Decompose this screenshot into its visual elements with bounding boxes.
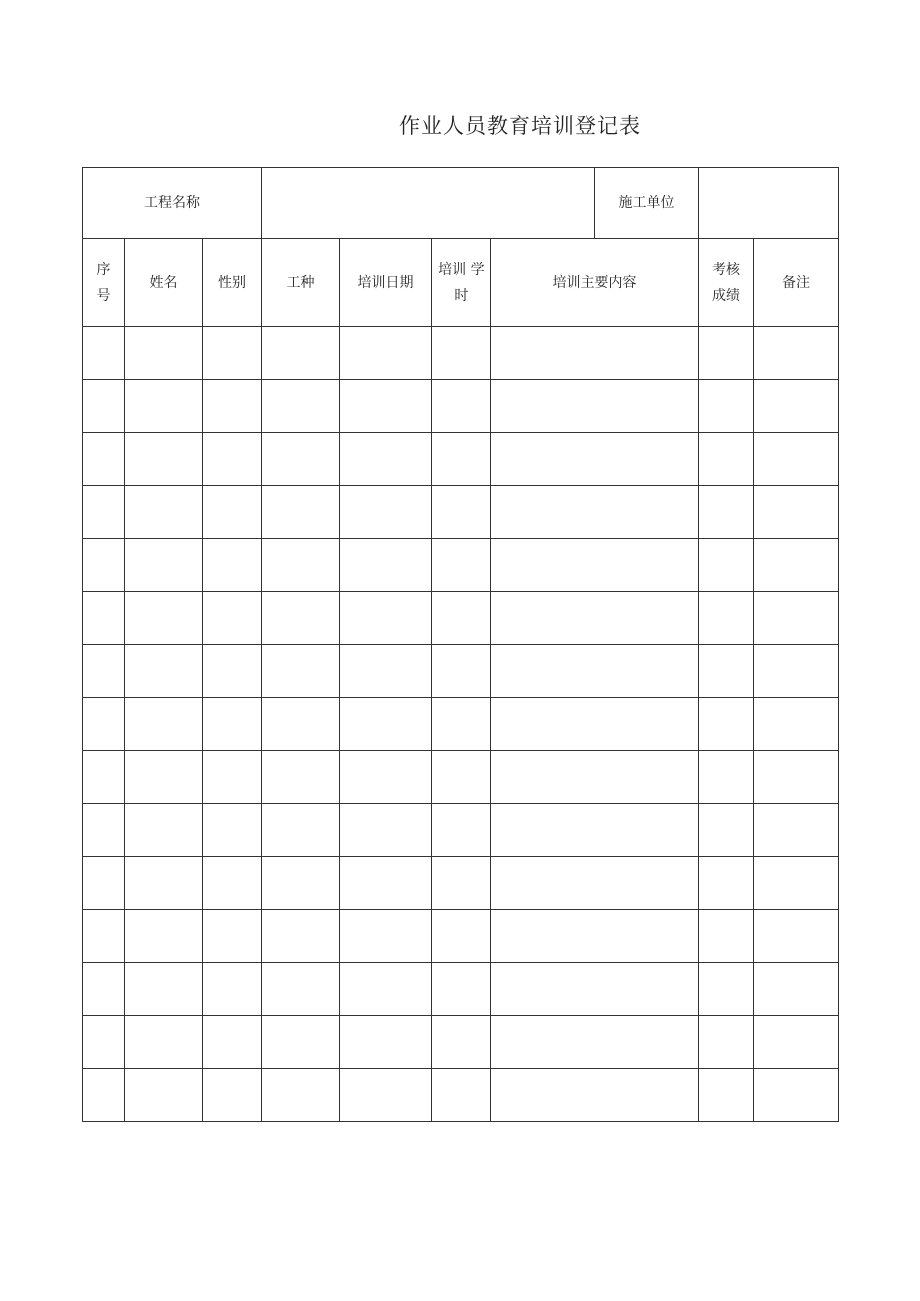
cell-remarks[interactable] — [754, 804, 839, 857]
cell-content[interactable] — [491, 1069, 699, 1122]
cell-score[interactable] — [699, 645, 754, 698]
cell-training-date[interactable] — [340, 963, 432, 1016]
project-info-row — [83, 168, 839, 239]
cell-training-date[interactable] — [340, 592, 432, 645]
cell-training-date[interactable] — [340, 327, 432, 380]
cell-seq[interactable] — [83, 1069, 125, 1122]
cell-training-date[interactable] — [340, 857, 432, 910]
cell-name[interactable] — [125, 380, 203, 433]
cell-trade[interactable] — [262, 645, 340, 698]
cell-hours[interactable] — [432, 1069, 491, 1122]
cell-trade[interactable] — [262, 910, 340, 963]
cell-name[interactable] — [125, 910, 203, 963]
cell-hours[interactable] — [432, 592, 491, 645]
cell-training-date[interactable] — [340, 645, 432, 698]
cell-gender[interactable] — [203, 804, 262, 857]
cell-remarks[interactable] — [754, 486, 839, 539]
cell-trade[interactable] — [262, 327, 340, 380]
cell-seq[interactable] — [83, 539, 125, 592]
cell-training-date[interactable] — [340, 539, 432, 592]
cell-score[interactable] — [699, 698, 754, 751]
cell-hours[interactable] — [432, 327, 491, 380]
construction-unit-label: 施工单位 — [595, 168, 699, 239]
header-trade: 工种 — [262, 239, 340, 327]
cell-gender[interactable] — [203, 645, 262, 698]
cell-hours[interactable] — [432, 857, 491, 910]
cell-gender[interactable] — [203, 963, 262, 1016]
cell-name[interactable] — [125, 963, 203, 1016]
cell-gender[interactable] — [203, 380, 262, 433]
cell-gender[interactable] — [203, 910, 262, 963]
header-training-date: 培训日期 — [340, 239, 432, 327]
cell-training-date[interactable] — [340, 751, 432, 804]
table-row — [83, 380, 839, 433]
cell-training-date[interactable] — [340, 486, 432, 539]
cell-content[interactable] — [491, 539, 699, 592]
project-name-field[interactable] — [262, 168, 595, 239]
cell-content[interactable] — [491, 698, 699, 751]
cell-name[interactable] — [125, 486, 203, 539]
cell-score[interactable] — [699, 857, 754, 910]
cell-name[interactable] — [125, 645, 203, 698]
cell-training-date[interactable] — [340, 433, 432, 486]
header-remarks: 备注 — [754, 239, 839, 327]
cell-training-date[interactable] — [340, 1069, 432, 1122]
cell-name[interactable] — [125, 751, 203, 804]
cell-hours[interactable] — [432, 380, 491, 433]
cell-score[interactable] — [699, 539, 754, 592]
cell-remarks[interactable] — [754, 1016, 839, 1069]
table-row — [83, 327, 839, 380]
cell-score[interactable] — [699, 486, 754, 539]
cell-seq[interactable] — [83, 857, 125, 910]
table-row — [83, 857, 839, 910]
table-row — [83, 486, 839, 539]
cell-remarks[interactable] — [754, 645, 839, 698]
table-row — [83, 751, 839, 804]
cell-gender[interactable] — [203, 592, 262, 645]
table-row — [83, 1069, 839, 1122]
cell-score[interactable] — [699, 963, 754, 1016]
cell-trade[interactable] — [262, 1069, 340, 1122]
cell-gender[interactable] — [203, 486, 262, 539]
cell-remarks[interactable] — [754, 857, 839, 910]
table-row — [83, 433, 839, 486]
cell-gender[interactable] — [203, 857, 262, 910]
cell-gender[interactable] — [203, 539, 262, 592]
table-row — [83, 963, 839, 1016]
cell-remarks[interactable] — [754, 751, 839, 804]
table-row — [83, 645, 839, 698]
page-title: 作业人员教育培训登记表 — [399, 114, 641, 138]
column-header-row — [83, 239, 839, 327]
cell-seq[interactable] — [83, 327, 125, 380]
cell-gender[interactable] — [203, 751, 262, 804]
cell-content[interactable] — [491, 910, 699, 963]
cell-trade[interactable] — [262, 1016, 340, 1069]
cell-hours[interactable] — [432, 910, 491, 963]
cell-hours[interactable] — [432, 751, 491, 804]
cell-seq[interactable] — [83, 751, 125, 804]
cell-score[interactable] — [699, 910, 754, 963]
cell-seq[interactable] — [83, 486, 125, 539]
cell-hours[interactable] — [432, 804, 491, 857]
cell-score[interactable] — [699, 433, 754, 486]
cell-hours[interactable] — [432, 698, 491, 751]
cell-name[interactable] — [125, 698, 203, 751]
cell-trade[interactable] — [262, 380, 340, 433]
cell-trade[interactable] — [262, 804, 340, 857]
cell-remarks[interactable] — [754, 433, 839, 486]
cell-score[interactable] — [699, 592, 754, 645]
cell-gender[interactable] — [203, 1069, 262, 1122]
cell-remarks[interactable] — [754, 963, 839, 1016]
cell-trade[interactable] — [262, 857, 340, 910]
cell-remarks[interactable] — [754, 539, 839, 592]
project-name-label: 工程名称 — [83, 168, 262, 239]
cell-content[interactable] — [491, 963, 699, 1016]
cell-remarks[interactable] — [754, 698, 839, 751]
table-row — [83, 1016, 839, 1069]
cell-score[interactable] — [699, 380, 754, 433]
cell-remarks[interactable] — [754, 592, 839, 645]
cell-remarks[interactable] — [754, 1069, 839, 1122]
cell-trade[interactable] — [262, 433, 340, 486]
cell-hours[interactable] — [432, 433, 491, 486]
table-row — [83, 539, 839, 592]
cell-score[interactable] — [699, 1069, 754, 1122]
cell-seq[interactable] — [83, 433, 125, 486]
cell-name[interactable] — [125, 1069, 203, 1122]
table-row — [83, 910, 839, 963]
table-row — [83, 698, 839, 751]
header-name: 姓名 — [125, 239, 203, 327]
cell-seq[interactable] — [83, 1016, 125, 1069]
cell-training-date[interactable] — [340, 698, 432, 751]
cell-content[interactable] — [491, 751, 699, 804]
cell-name[interactable] — [125, 804, 203, 857]
cell-content[interactable] — [491, 592, 699, 645]
cell-gender[interactable] — [203, 1016, 262, 1069]
cell-content[interactable] — [491, 857, 699, 910]
cell-gender[interactable] — [203, 327, 262, 380]
cell-hours[interactable] — [432, 963, 491, 1016]
cell-seq[interactable] — [83, 698, 125, 751]
cell-trade[interactable] — [262, 539, 340, 592]
cell-seq[interactable] — [83, 963, 125, 1016]
cell-score[interactable] — [699, 804, 754, 857]
training-register-table — [82, 167, 839, 1122]
construction-unit-field[interactable] — [699, 168, 839, 239]
cell-training-date[interactable] — [340, 1016, 432, 1069]
cell-name[interactable] — [125, 327, 203, 380]
cell-name[interactable] — [125, 433, 203, 486]
cell-content[interactable] — [491, 327, 699, 380]
cell-content[interactable] — [491, 804, 699, 857]
cell-name[interactable] — [125, 592, 203, 645]
cell-remarks[interactable] — [754, 327, 839, 380]
cell-hours[interactable] — [432, 1016, 491, 1069]
cell-content[interactable] — [491, 486, 699, 539]
cell-content[interactable] — [491, 645, 699, 698]
cell-trade[interactable] — [262, 963, 340, 1016]
cell-hours[interactable] — [432, 486, 491, 539]
cell-trade[interactable] — [262, 486, 340, 539]
cell-training-date[interactable] — [340, 910, 432, 963]
cell-seq[interactable] — [83, 910, 125, 963]
header-hours: 培训 学时 — [432, 239, 491, 327]
cell-gender[interactable] — [203, 433, 262, 486]
cell-content[interactable] — [491, 1016, 699, 1069]
cell-name[interactable] — [125, 1016, 203, 1069]
cell-training-date[interactable] — [340, 804, 432, 857]
cell-seq[interactable] — [83, 380, 125, 433]
header-content: 培训主要内容 — [491, 239, 699, 327]
cell-name[interactable] — [125, 857, 203, 910]
header-score: 考核成绩 — [699, 239, 754, 327]
cell-trade[interactable] — [262, 698, 340, 751]
cell-seq[interactable] — [83, 804, 125, 857]
cell-content[interactable] — [491, 433, 699, 486]
cell-trade[interactable] — [262, 592, 340, 645]
header-gender: 性别 — [203, 239, 262, 327]
table-row — [83, 592, 839, 645]
cell-score[interactable] — [699, 1016, 754, 1069]
cell-gender[interactable] — [203, 698, 262, 751]
header-seq: 序号 — [83, 239, 125, 327]
cell-trade[interactable] — [262, 751, 340, 804]
cell-remarks[interactable] — [754, 910, 839, 963]
cell-remarks[interactable] — [754, 380, 839, 433]
cell-training-date[interactable] — [340, 380, 432, 433]
cell-seq[interactable] — [83, 645, 125, 698]
table-row — [83, 804, 839, 857]
cell-hours[interactable] — [432, 539, 491, 592]
cell-hours[interactable] — [432, 645, 491, 698]
cell-content[interactable] — [491, 380, 699, 433]
cell-score[interactable] — [699, 327, 754, 380]
cell-seq[interactable] — [83, 592, 125, 645]
cell-score[interactable] — [699, 751, 754, 804]
cell-name[interactable] — [125, 539, 203, 592]
